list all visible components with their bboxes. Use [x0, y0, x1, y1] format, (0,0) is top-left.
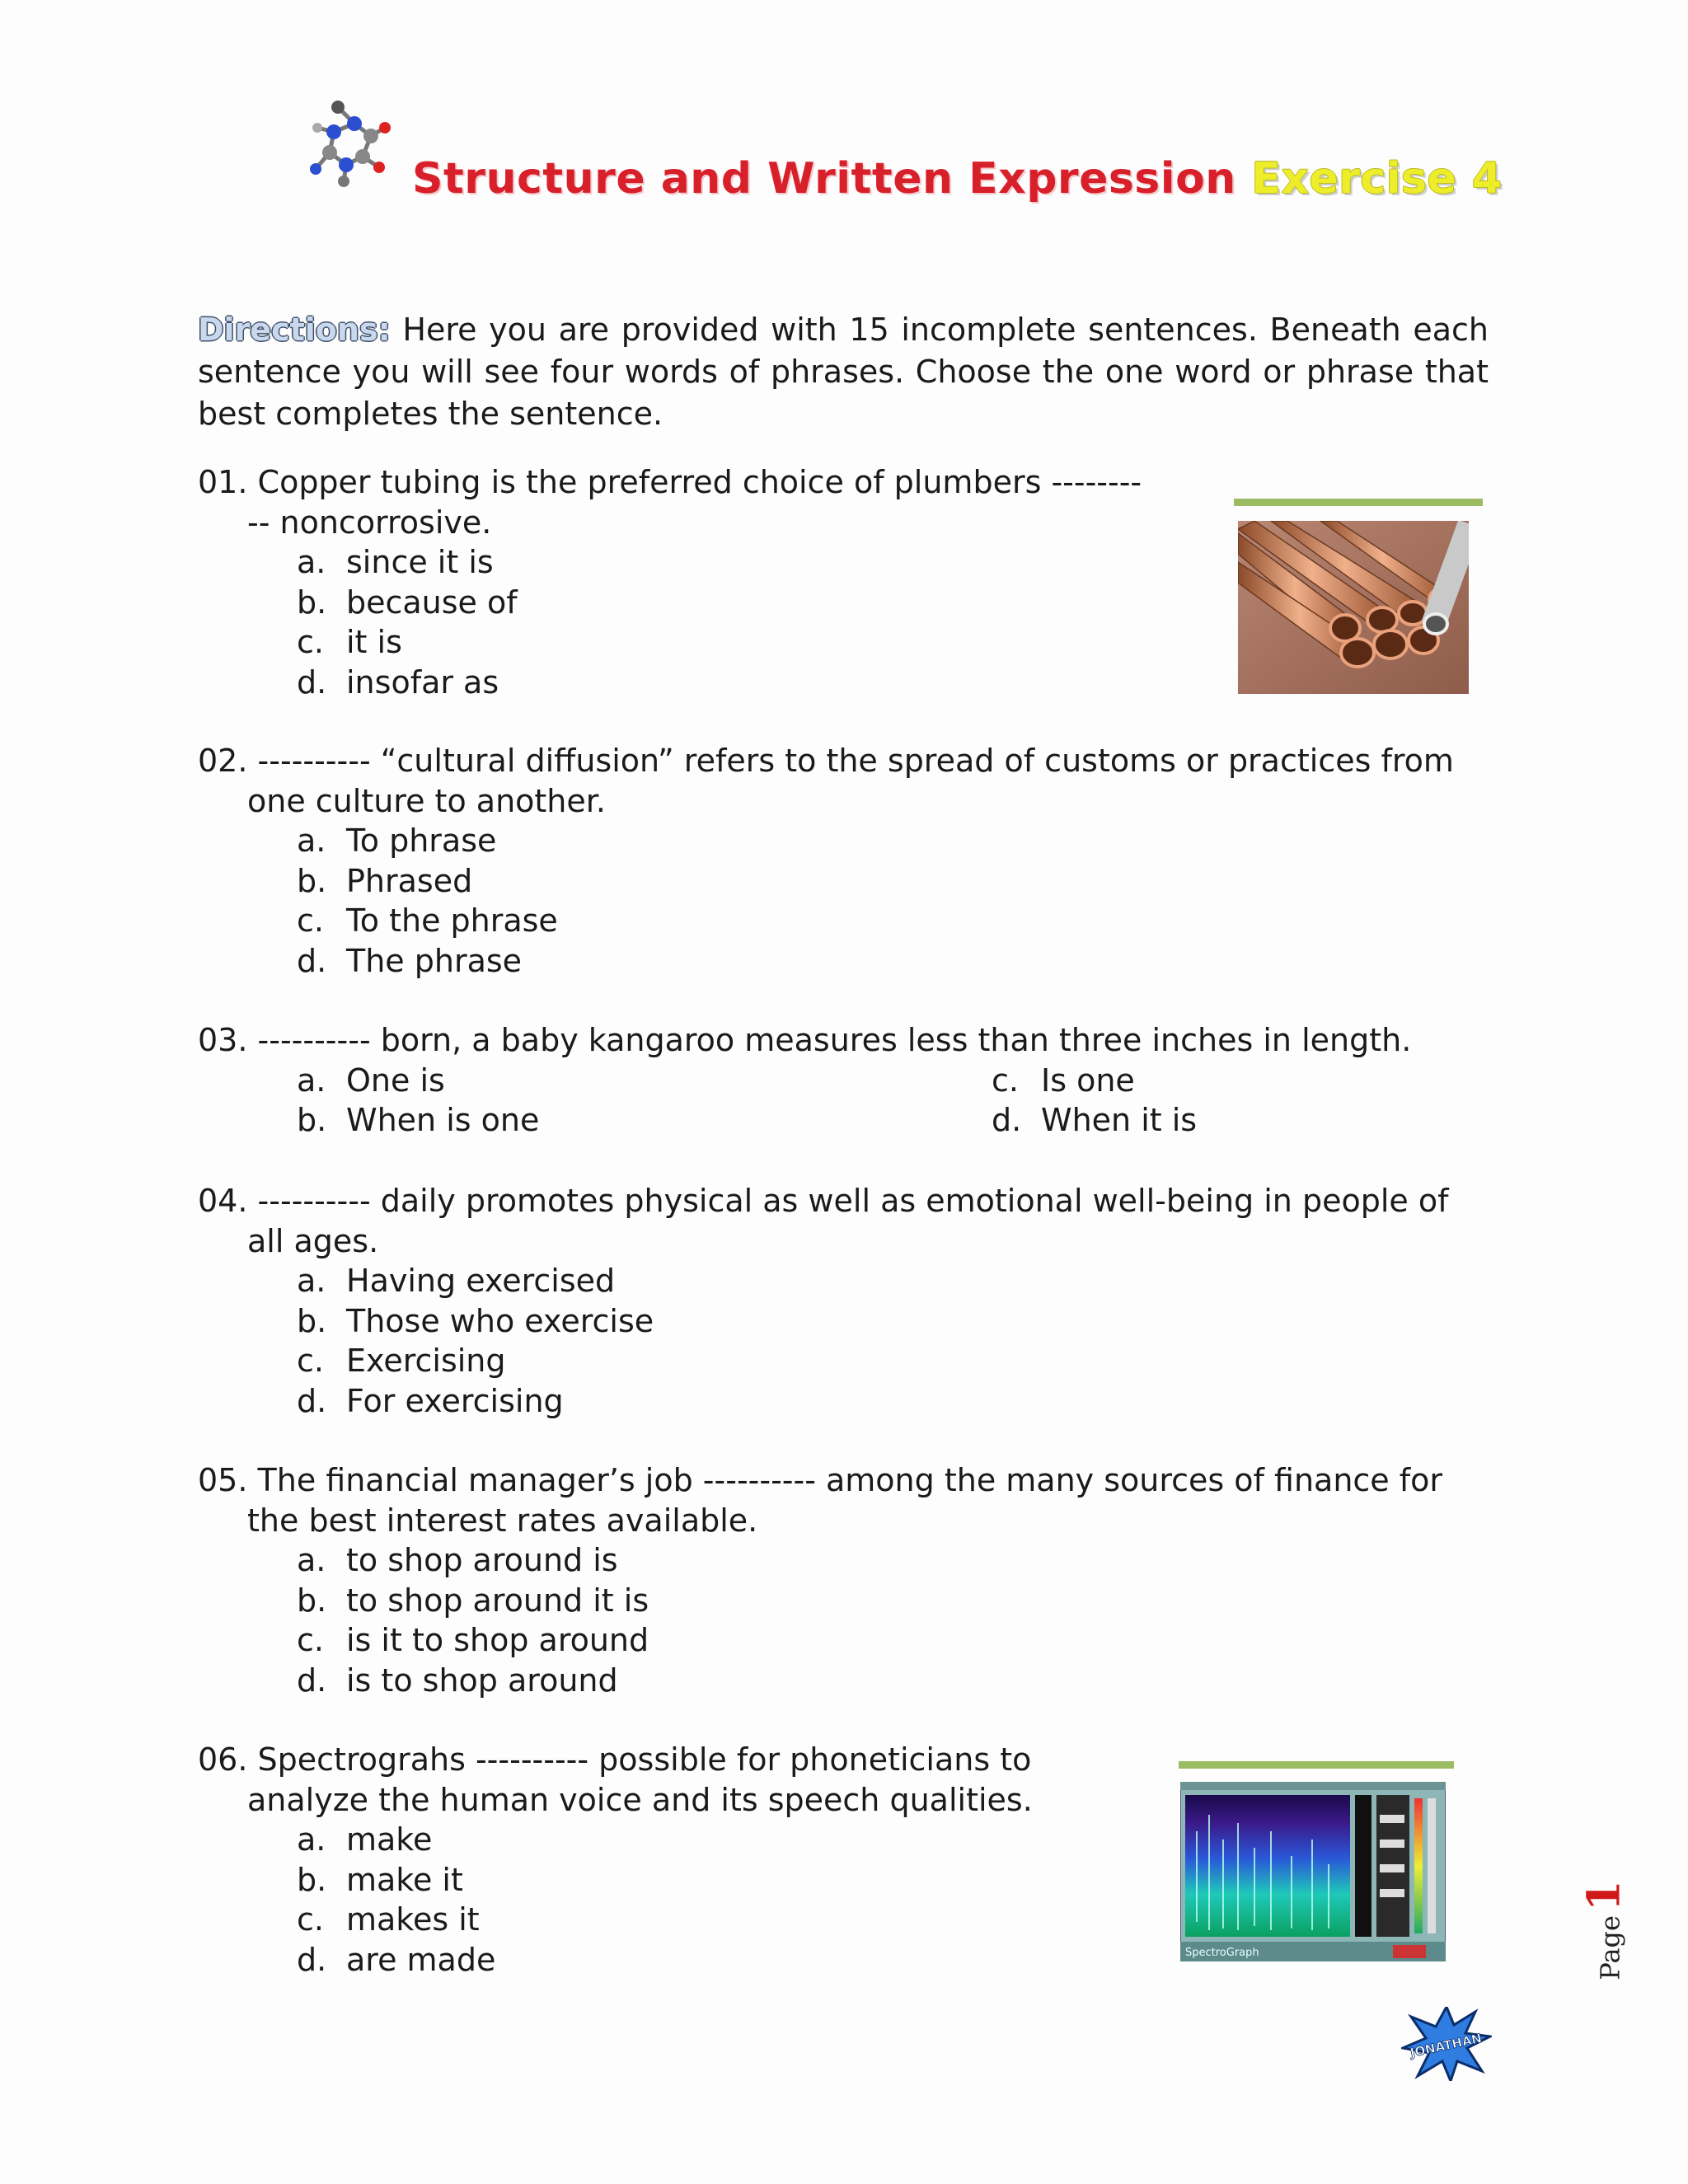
option-a[interactable]: a. One is	[297, 1062, 445, 1099]
question-03	[198, 1020, 1517, 1141]
page-label: Page	[1594, 1915, 1626, 1980]
option-list	[297, 1820, 1121, 1980]
option-c[interactable]: c. To the phrase	[297, 902, 558, 939]
question-text: ---------- born, a baby kangaroo measures less than three inches in length.	[257, 1022, 1412, 1058]
question-text: ---------- “cultural diffusion” refers to the spread of customs or practices from one culture to another.	[247, 743, 1454, 819]
question-02	[198, 741, 1492, 981]
question-text: ---------- daily promotes physical as well as emotional well-being in people of all ages.	[247, 1183, 1449, 1259]
option-b[interactable]: b. because of	[297, 583, 518, 621]
question-04	[198, 1181, 1492, 1421]
page-title	[412, 154, 1503, 204]
question-stem	[198, 1181, 1492, 1261]
question-number: 05.	[198, 1462, 248, 1498]
directions-label: Directions:	[198, 312, 391, 348]
question-stem	[198, 462, 1146, 542]
question-01	[198, 462, 1146, 702]
molecule-icon	[293, 95, 408, 194]
question-text: The financial manager’s job ---------- among the many sources of finance for the best interest rates available.	[247, 1462, 1442, 1539]
spectrograph-screenshot	[1180, 1782, 1446, 1961]
option-b[interactable]: b. When is one	[297, 1102, 540, 1138]
page-number	[1578, 1871, 1636, 1978]
directions-text: Here you are provided with 15 incomplete sentences. Beneath each sentence you will see four words of phrases. Choose the one word or phrase that best completes the sentence.	[198, 312, 1489, 432]
title-accent: Exercise 4	[1251, 154, 1503, 204]
option-b[interactable]: b. Phrased	[297, 862, 473, 899]
question-06	[198, 1740, 1121, 1980]
question-stem	[198, 1460, 1492, 1540]
option-b[interactable]: b. make it	[297, 1861, 463, 1898]
image-accent-bar	[1179, 1761, 1454, 1769]
page-header	[293, 95, 1503, 204]
option-d[interactable]: d. is to shop around	[297, 1661, 618, 1699]
option-d[interactable]: d. insofar as	[297, 663, 499, 701]
question-05	[198, 1460, 1492, 1700]
question-text: Copper tubing is the preferred choice of plumbers ---------- noncorrosive.	[247, 464, 1142, 541]
directions-paragraph	[198, 309, 1489, 435]
option-d[interactable]: d. For exercising	[297, 1382, 564, 1419]
question-stem	[198, 1740, 1121, 1820]
question-number: 06.	[198, 1741, 248, 1778]
option-a[interactable]: a. make	[297, 1821, 433, 1858]
copper-pipes-photo	[1238, 521, 1469, 694]
option-c[interactable]: c. makes it	[297, 1901, 480, 1938]
question-number: 03.	[198, 1022, 248, 1058]
option-b[interactable]: b. Those who exercise	[297, 1302, 654, 1339]
option-a[interactable]: a. to shop around is	[297, 1542, 618, 1578]
image-accent-bar	[1234, 499, 1483, 506]
question-number: 01.	[198, 464, 248, 500]
option-list	[297, 542, 1146, 702]
page-number-value: 1	[1577, 1880, 1630, 1911]
option-a[interactable]: a. since it is	[297, 544, 494, 580]
option-list	[297, 1540, 1492, 1700]
question-text: Spectrograhs ---------- possible for phoneticians to analyze the human voice and its speech qualities.	[247, 1741, 1033, 1818]
option-a[interactable]: a. Having exercised	[297, 1263, 616, 1299]
option-list	[297, 821, 1492, 981]
question-stem	[198, 741, 1492, 821]
option-list	[297, 1061, 1517, 1141]
option-c[interactable]: c. is it to shop around	[297, 1622, 649, 1658]
spectrograph-caption: SpectroGraph	[1185, 1947, 1259, 1959]
option-d[interactable]: d. The phrase	[297, 942, 523, 979]
option-a[interactable]: a. To phrase	[297, 823, 497, 859]
option-list	[297, 1261, 1492, 1421]
jonathan-logo	[1401, 2007, 1492, 2081]
option-c[interactable]: c. it is	[297, 624, 402, 660]
question-number: 04.	[198, 1183, 248, 1219]
option-c[interactable]: c. Exercising	[297, 1343, 506, 1379]
question-number: 02.	[198, 743, 248, 779]
option-c[interactable]: c. Is one	[992, 1062, 1135, 1099]
option-d[interactable]: d. are made	[297, 1941, 496, 1978]
title-main: Structure and Written Expression	[412, 154, 1236, 204]
svg-text:JONATHAN: JONATHAN	[1409, 2031, 1484, 2061]
option-d[interactable]: d. When it is	[992, 1102, 1198, 1138]
option-b[interactable]: b. to shop around it is	[297, 1582, 649, 1619]
question-stem	[198, 1020, 1517, 1061]
